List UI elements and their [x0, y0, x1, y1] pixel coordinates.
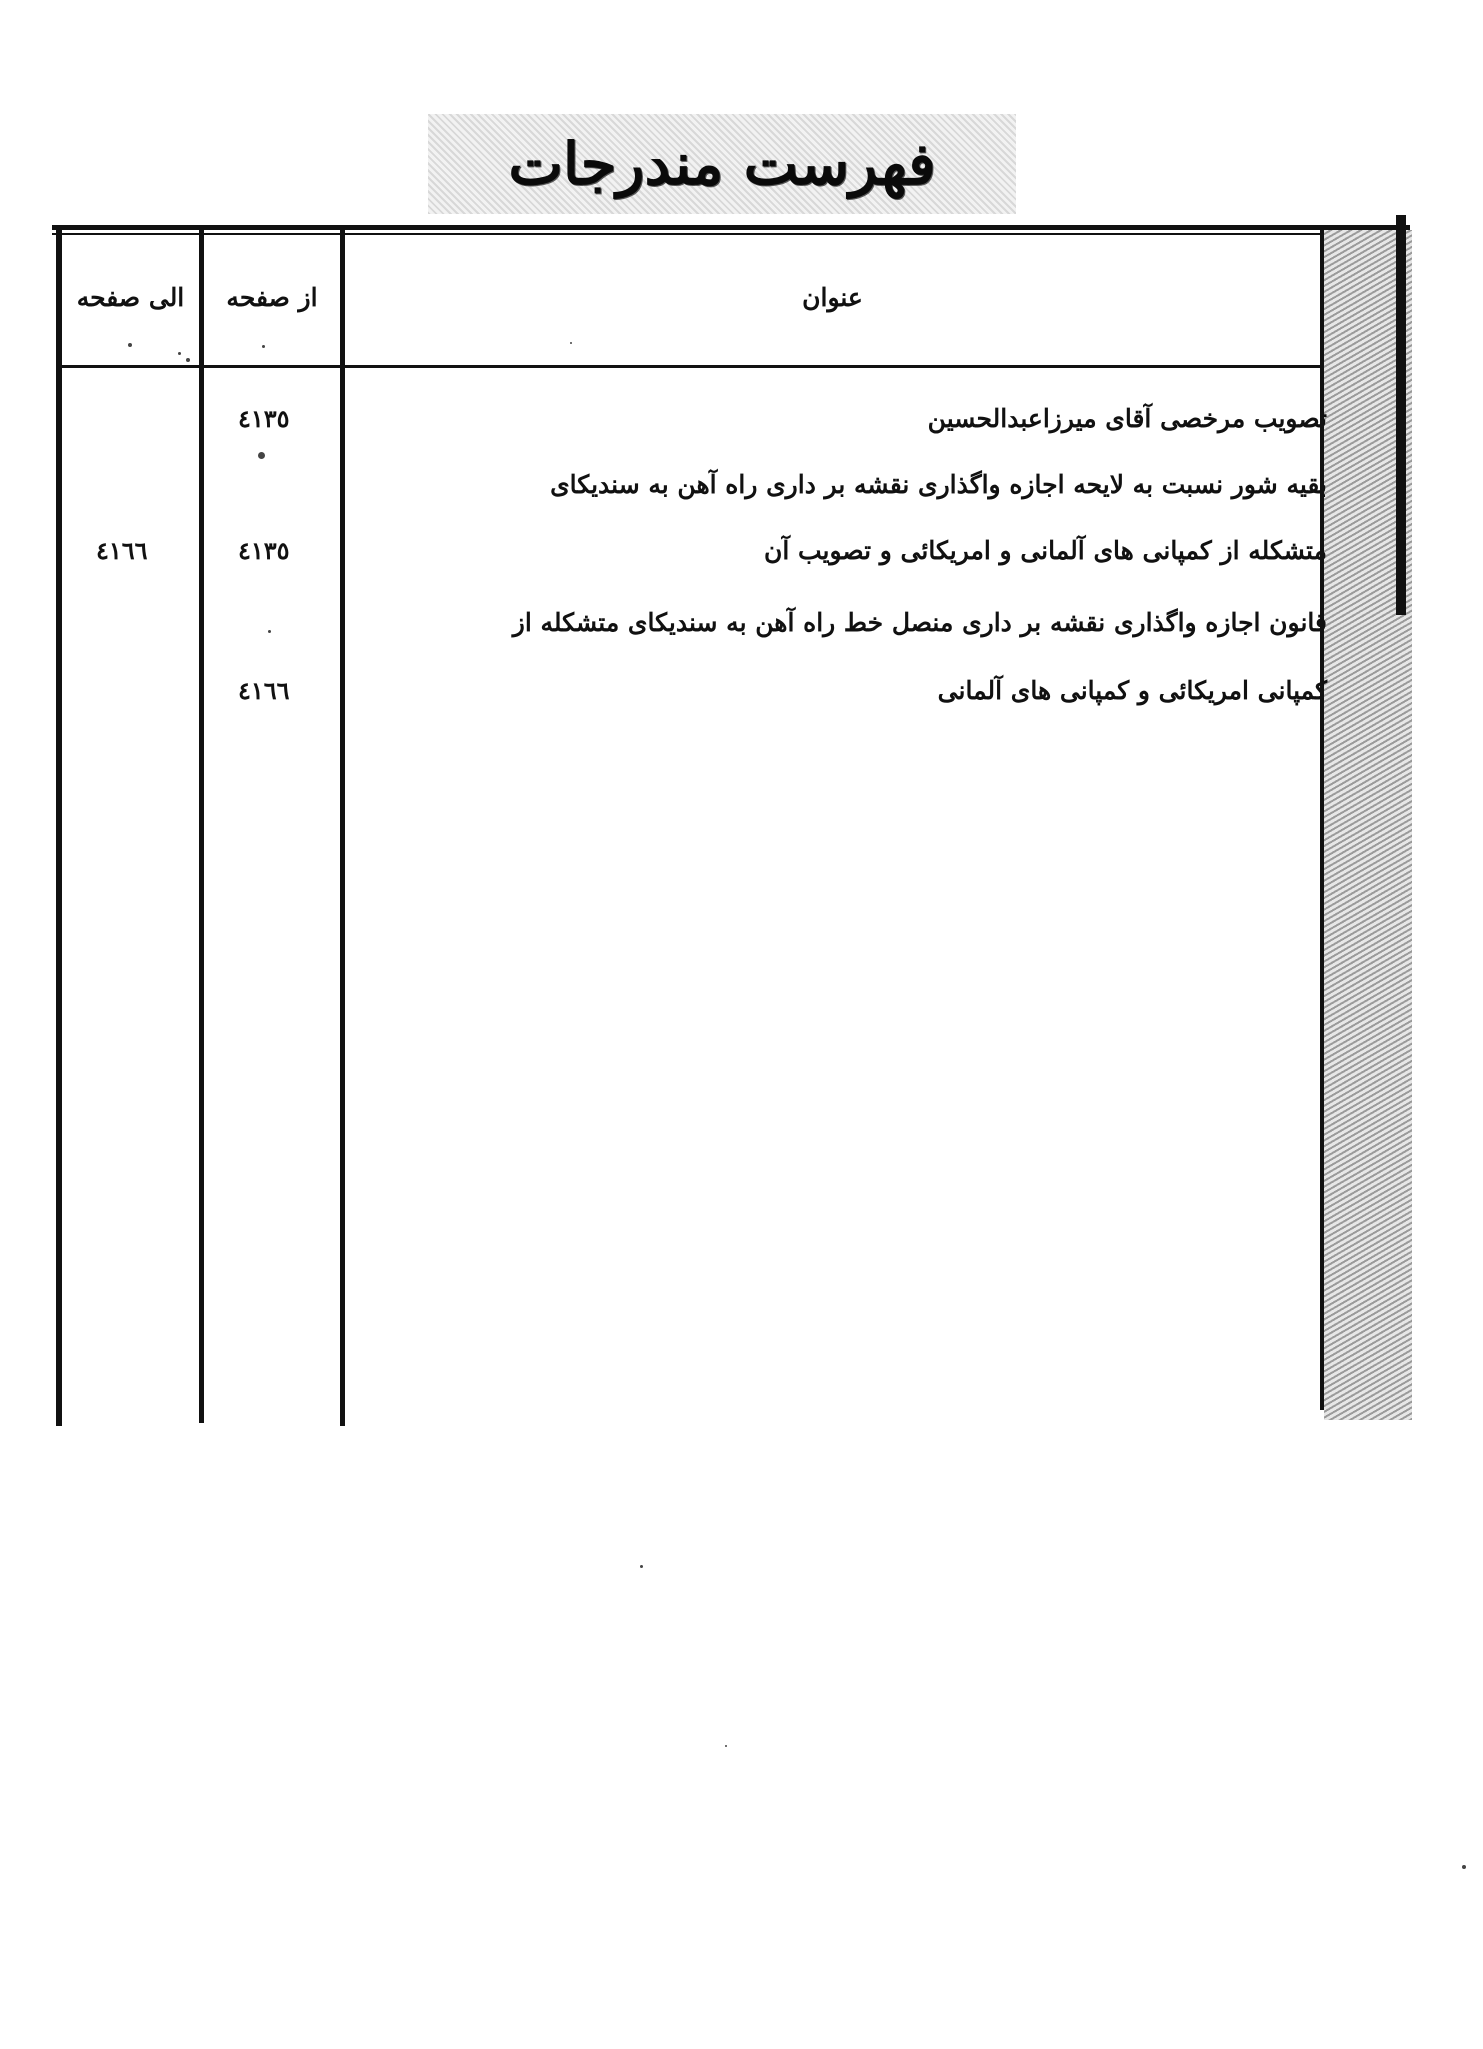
entry-1-line-1: تصویب مرخصی آقای میرزاعبدالحسین: [927, 404, 1327, 433]
entry-2-line-2: متشکله از کمپانی های آلمانی و امریکائی و تصویب آن: [763, 536, 1327, 565]
header-from-page: از صفحه: [226, 283, 318, 312]
header-to-page: الی صفحه: [76, 283, 185, 312]
entry-3-line-1: قانون اجازه واگذاری نقشه بر داری منصل خط راه آهن به سندیکای متشکله از: [512, 608, 1327, 637]
entry-2-from-page: ٤١٣٥: [238, 536, 290, 565]
table-top-border: [52, 225, 1410, 230]
col-divider-from-subject: [340, 228, 345, 1426]
entry-3-from-page: ٤١٦٦: [238, 676, 290, 705]
left-border: [56, 228, 62, 1426]
header-dot: [128, 343, 132, 347]
col-divider-to-from: [199, 228, 204, 1423]
table-top-border-inner: [52, 233, 1410, 235]
entry-2-to-page: ٤١٦٦: [96, 536, 148, 565]
header-separator: [60, 365, 1388, 368]
entry-2-line-1: بقیه شور نسبت به لایحه اجازه واگذاری نقشه بر داری راه آهن به سندیکای: [550, 470, 1327, 499]
entry-1-from-page: ٤١٣٥: [238, 404, 290, 433]
right-border: [1396, 215, 1406, 615]
header-subject: عنوان: [802, 283, 863, 312]
entry-3-line-2: کمپانی امریکائی و کمپانی های آلمانی: [937, 676, 1327, 705]
document-title: فهرست مندرجات: [508, 130, 936, 198]
